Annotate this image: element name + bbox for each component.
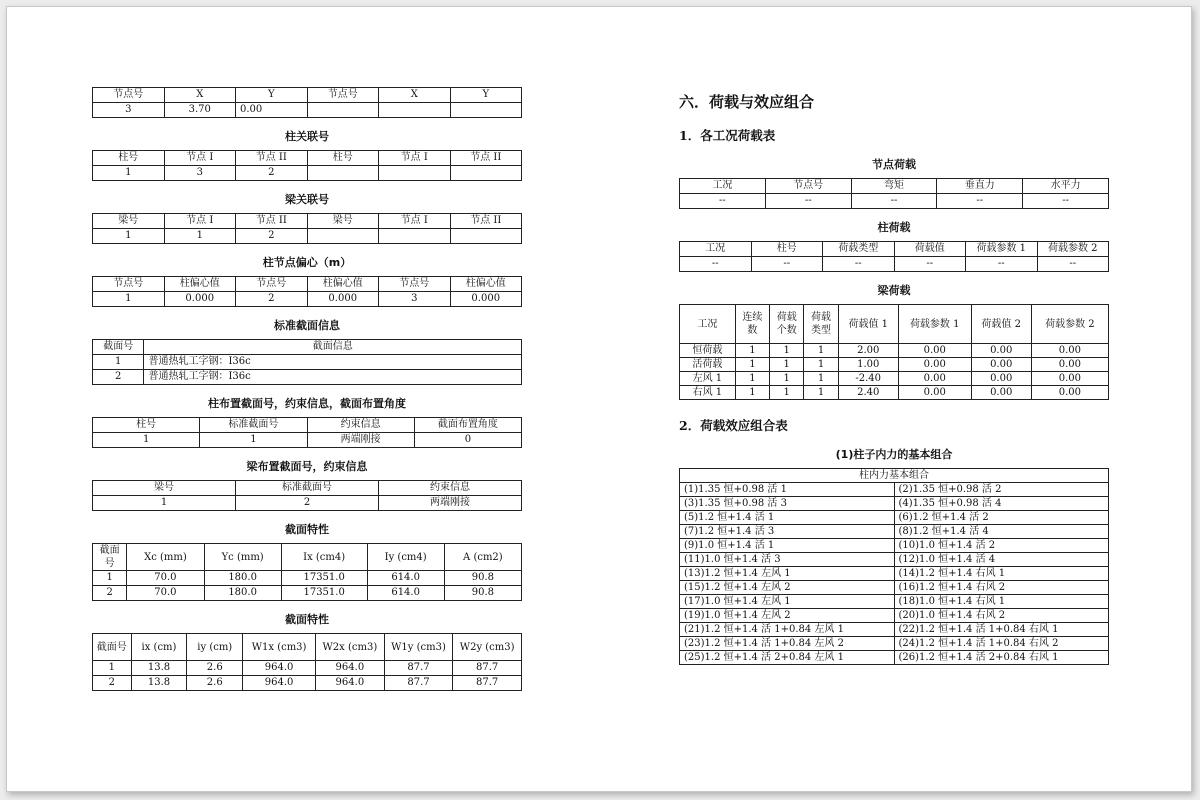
- table-row: [680, 539, 1109, 553]
- table-cell: [379, 229, 451, 244]
- table-cell: 0.00: [898, 386, 971, 400]
- header-cell: 荷载参数 2: [1037, 242, 1109, 257]
- table-cell: 90.8: [444, 586, 521, 601]
- table-cell: (14)1.2 恒+1.4 右风 1: [894, 567, 1109, 581]
- table-cell: 0.00: [236, 103, 308, 118]
- table-cell: 1: [93, 661, 132, 676]
- table-header-row: [93, 340, 522, 355]
- table-cell: 70.0: [127, 586, 204, 601]
- table-cell: 964.0: [243, 661, 316, 676]
- header-cell: Yc (mm): [204, 544, 281, 571]
- table-cell: (12)1.0 恒+1.4 活 4: [894, 553, 1109, 567]
- table-row: [93, 229, 522, 244]
- beam-layout-table: [92, 480, 522, 511]
- table-row: [93, 661, 522, 676]
- table-cell: (7)1.2 恒+1.4 活 3: [680, 525, 895, 539]
- subsection-heading: 1．各工况荷载表: [679, 128, 776, 143]
- table-cell: 2: [93, 676, 132, 691]
- table-cell: 70.0: [127, 571, 204, 586]
- section-properties-table-1: [92, 543, 522, 601]
- table-cell: 0.00: [971, 344, 1031, 358]
- table-caption: 柱布置截面号，约束信息，截面布置角度: [208, 397, 406, 410]
- table-cell: 2: [236, 166, 308, 181]
- header-cell: 节点 II: [236, 151, 308, 166]
- header-cell: W2y (cm3): [453, 634, 522, 661]
- table-caption: 梁荷载: [877, 284, 911, 297]
- table-caption: 梁关联号: [285, 193, 329, 206]
- header-cell: 标准截面号: [236, 481, 379, 496]
- header-cell: 节点号: [93, 277, 165, 292]
- table-cell: 3.70: [164, 103, 236, 118]
- standard-section-table: [92, 339, 522, 385]
- table-cell: --: [680, 257, 752, 272]
- table-cell: 1: [770, 386, 804, 400]
- table-header-row: [680, 242, 1109, 257]
- header-cell: 截面号: [93, 544, 127, 571]
- table-cell: 1: [804, 372, 838, 386]
- table-cell: (18)1.0 恒+1.4 右风 1: [894, 595, 1109, 609]
- table-row: [680, 581, 1109, 595]
- table-cell: (22)1.2 恒+1.4 活 1+0.84 右风 1: [894, 623, 1109, 637]
- header-cell: A (cm2): [444, 544, 521, 571]
- header-cell: 节点号: [379, 277, 451, 292]
- table-cell: --: [966, 257, 1038, 272]
- load-combination-table: [679, 468, 1109, 665]
- header-cell: 节点号: [93, 88, 165, 103]
- header-cell: 垂直力: [937, 179, 1023, 194]
- table-cell: 1: [93, 166, 165, 181]
- table-cell: [379, 103, 451, 118]
- header-cell: 荷载类型: [823, 242, 895, 257]
- table-cell: 0.00: [898, 372, 971, 386]
- table-cell: (16)1.2 恒+1.4 右风 2: [894, 581, 1109, 595]
- header-cell: 约束信息: [379, 481, 522, 496]
- table-cell: 2.6: [187, 661, 243, 676]
- table-cell: (23)1.2 恒+1.4 活 1+0.84 左风 2: [680, 637, 895, 651]
- table-cell: (1)1.35 恒+0.98 活 1: [680, 483, 895, 497]
- header-cell: ix (cm): [131, 634, 187, 661]
- table-cell: 1: [93, 496, 236, 511]
- table-cell: 0.00: [1031, 372, 1108, 386]
- header-cell: W2x (cm3): [316, 634, 385, 661]
- table-header-row: [93, 418, 522, 433]
- table-row: [680, 344, 1109, 358]
- right-column: [679, 87, 1109, 665]
- table-cell: 2: [236, 292, 308, 307]
- table-cell: 两端刚接: [307, 433, 414, 448]
- header-cell: 荷载值 1: [838, 305, 898, 344]
- table-cell: (6)1.2 恒+1.4 活 2: [894, 511, 1109, 525]
- header-cell: 荷载参数 1: [966, 242, 1038, 257]
- table-row: [93, 676, 522, 691]
- table-header-row: [93, 544, 522, 571]
- table-cell: 1.00: [838, 358, 898, 372]
- header-cell: X: [379, 88, 451, 103]
- table-row: [680, 372, 1109, 386]
- header-cell: 水平力: [1023, 179, 1109, 194]
- header-cell: 柱偏心值: [450, 277, 522, 292]
- table-row: [680, 609, 1109, 623]
- table-cell: 0.00: [898, 344, 971, 358]
- table-row: [680, 595, 1109, 609]
- header-cell: Ix (cm4): [281, 544, 367, 571]
- table-cell: 1: [93, 571, 127, 586]
- table-cell: [307, 166, 379, 181]
- table-caption: 柱荷载: [877, 221, 911, 234]
- table-cell: [379, 166, 451, 181]
- table-cell: 0.00: [971, 358, 1031, 372]
- table-cell: (17)1.0 恒+1.4 左风 1: [680, 595, 895, 609]
- table-cell: 0.00: [1031, 344, 1108, 358]
- table-cell: 614.0: [367, 571, 444, 586]
- table-cell: 左风 1: [680, 372, 736, 386]
- table-cell: --: [851, 194, 937, 209]
- table-cell: --: [894, 257, 966, 272]
- table-row: [93, 571, 522, 586]
- table-row: [93, 586, 522, 601]
- table-cell: 2: [236, 229, 308, 244]
- header-cell: 梁号: [93, 214, 165, 229]
- table-cell: 180.0: [204, 586, 281, 601]
- table-cell: [307, 229, 379, 244]
- table-cell: --: [1023, 194, 1109, 209]
- table-cell: 1: [735, 386, 769, 400]
- table-cell: (25)1.2 恒+1.4 活 2+0.84 左风 1: [680, 651, 895, 665]
- column-connection-table: [92, 150, 522, 181]
- table-caption: 截面特性: [285, 613, 329, 626]
- table-caption: 截面特性: [285, 523, 329, 536]
- table-header-row: [680, 469, 1109, 483]
- table-cell: 普通热轧工字钢：I36c: [144, 370, 522, 385]
- table-header-row: [93, 214, 522, 229]
- table-row: [93, 355, 522, 370]
- header-cell: 截面布置角度: [414, 418, 521, 433]
- table-cell: 2.00: [838, 344, 898, 358]
- table-cell: 1: [93, 355, 144, 370]
- header-cell: 弯矩: [851, 179, 937, 194]
- table-header-row: [93, 277, 522, 292]
- table-cell: [450, 103, 522, 118]
- table-cell: 87.7: [453, 661, 522, 676]
- table-cell: 3: [93, 103, 165, 118]
- table-cell: 1: [93, 292, 165, 307]
- table-cell: 1: [735, 344, 769, 358]
- table-cell: (2)1.35 恒+0.98 活 2: [894, 483, 1109, 497]
- left-column: [92, 87, 522, 691]
- table-cell: --: [937, 194, 1023, 209]
- table-row: [680, 497, 1109, 511]
- table-caption: 梁布置截面号，约束信息: [246, 460, 368, 473]
- table-row: [680, 511, 1109, 525]
- table-cell: --: [823, 257, 895, 272]
- header-cell: X: [164, 88, 236, 103]
- table-cell: --: [1037, 257, 1109, 272]
- table-cell: 13.8: [131, 676, 187, 691]
- table-cell: 0.00: [971, 386, 1031, 400]
- header-cell: 柱偏心值: [164, 277, 236, 292]
- table-cell: 2: [236, 496, 379, 511]
- table-cell: 964.0: [316, 676, 385, 691]
- header-cell: 连续数: [735, 305, 769, 344]
- table-row: [93, 433, 522, 448]
- table-row: [93, 496, 522, 511]
- header-cell: Y: [236, 88, 308, 103]
- table-cell: 普通热轧工字钢：I36c: [144, 355, 522, 370]
- header-cell: 柱号: [751, 242, 823, 257]
- table-cell: 1: [770, 358, 804, 372]
- header-cell: 节点 II: [236, 214, 308, 229]
- table-cell: 13.8: [131, 661, 187, 676]
- table-row: [93, 292, 522, 307]
- table-cell: 964.0: [316, 661, 385, 676]
- table-cell: 1: [770, 344, 804, 358]
- table-cell: 0.00: [898, 358, 971, 372]
- table-caption: (1)柱子内力的基本组合: [835, 448, 953, 461]
- table-cell: 2.6: [187, 676, 243, 691]
- table-cell: (10)1.0 恒+1.4 活 2: [894, 539, 1109, 553]
- table-cell: 1: [93, 433, 200, 448]
- header-cell: 柱号: [307, 151, 379, 166]
- table-cell: 1: [200, 433, 307, 448]
- header-cell: 节点 I: [164, 151, 236, 166]
- table-cell: 2: [93, 586, 127, 601]
- beam-load-table: [679, 304, 1109, 400]
- header-cell: 节点号: [307, 88, 379, 103]
- header-cell: iy (cm): [187, 634, 243, 661]
- table-cell: 1: [735, 358, 769, 372]
- header-cell: 截面号: [93, 634, 132, 661]
- table-cell: (9)1.0 恒+1.4 活 1: [680, 539, 895, 553]
- document-page: [6, 6, 1192, 792]
- table-cell: 1: [770, 372, 804, 386]
- header-cell: 标准截面号: [200, 418, 307, 433]
- subsection-heading: 2．荷载效应组合表: [679, 418, 788, 433]
- header-cell: 截面号: [93, 340, 144, 355]
- table-cell: 17351.0: [281, 571, 367, 586]
- table-header-row: [93, 481, 522, 496]
- header-cell: 荷载值: [894, 242, 966, 257]
- table-header-row: [680, 305, 1109, 344]
- table-cell: 0.00: [1031, 386, 1108, 400]
- header-cell: W1y (cm3): [384, 634, 453, 661]
- table-row: [680, 194, 1109, 209]
- table-cell: 2.40: [838, 386, 898, 400]
- table-row: [680, 553, 1109, 567]
- table-cell: 17351.0: [281, 586, 367, 601]
- header-cell: 节点号: [765, 179, 851, 194]
- table-cell: 右风 1: [680, 386, 736, 400]
- table-cell: 90.8: [444, 571, 521, 586]
- header-cell: 柱内力基本组合: [680, 469, 1109, 483]
- header-cell: 节点 I: [379, 151, 451, 166]
- table-cell: 1: [804, 344, 838, 358]
- beam-connection-table: [92, 213, 522, 244]
- table-cell: 0.000: [450, 292, 522, 307]
- table-cell: 1: [804, 386, 838, 400]
- table-cell: 180.0: [204, 571, 281, 586]
- table-cell: 3: [164, 166, 236, 181]
- header-cell: 柱号: [93, 151, 165, 166]
- table-row: [93, 370, 522, 385]
- table-cell: 1: [735, 372, 769, 386]
- header-cell: 荷载类型: [804, 305, 838, 344]
- header-cell: 柱号: [93, 418, 200, 433]
- table-cell: 0.000: [164, 292, 236, 307]
- table-cell: --: [765, 194, 851, 209]
- header-cell: Iy (cm4): [367, 544, 444, 571]
- table-cell: 恒荷载: [680, 344, 736, 358]
- header-cell: 荷载参数 1: [898, 305, 971, 344]
- table-cell: --: [751, 257, 823, 272]
- table-row: [680, 358, 1109, 372]
- table-cell: [450, 166, 522, 181]
- header-cell: 工况: [680, 242, 752, 257]
- table-cell: 1: [804, 358, 838, 372]
- table-cell: --: [680, 194, 766, 209]
- header-cell: 工况: [680, 305, 736, 344]
- header-cell: 工况: [680, 179, 766, 194]
- section-properties-table-2: [92, 633, 522, 691]
- table-cell: (4)1.35 恒+0.98 活 4: [894, 497, 1109, 511]
- column-load-table: [679, 241, 1109, 272]
- header-cell: Y: [450, 88, 522, 103]
- header-cell: 节点 II: [450, 214, 522, 229]
- table-cell: [307, 103, 379, 118]
- table-row: [680, 386, 1109, 400]
- header-cell: 梁号: [307, 214, 379, 229]
- table-cell: 87.7: [453, 676, 522, 691]
- header-cell: 荷载个数: [770, 305, 804, 344]
- table-cell: 87.7: [384, 676, 453, 691]
- header-cell: 柱偏心值: [307, 277, 379, 292]
- table-cell: 3: [379, 292, 451, 307]
- table-row: [680, 567, 1109, 581]
- table-cell: 0.00: [1031, 358, 1108, 372]
- table-cell: (11)1.0 恒+1.4 活 3: [680, 553, 895, 567]
- table-cell: 2: [93, 370, 144, 385]
- header-cell: 节点 II: [450, 151, 522, 166]
- node-coordinates-table: [92, 87, 522, 118]
- table-cell: 活荷载: [680, 358, 736, 372]
- table-cell: (5)1.2 恒+1.4 活 1: [680, 511, 895, 525]
- header-cell: 荷载参数 2: [1031, 305, 1108, 344]
- column-layout-table: [92, 417, 522, 448]
- table-header-row: [93, 88, 522, 103]
- table-cell: 0.000: [307, 292, 379, 307]
- header-cell: 节点号: [236, 277, 308, 292]
- table-cell: (24)1.2 恒+1.4 活 1+0.84 右风 2: [894, 637, 1109, 651]
- table-cell: 0: [414, 433, 521, 448]
- table-caption: 柱关联号: [285, 130, 329, 143]
- table-row: [680, 623, 1109, 637]
- table-caption: 标准截面信息: [274, 319, 340, 332]
- header-cell: 梁号: [93, 481, 236, 496]
- table-cell: 87.7: [384, 661, 453, 676]
- header-cell: Xc (mm): [127, 544, 204, 571]
- header-cell: 节点 I: [379, 214, 451, 229]
- table-caption: 柱节点偏心（m）: [262, 256, 352, 269]
- table-cell: 1: [164, 229, 236, 244]
- table-header-row: [680, 179, 1109, 194]
- table-cell: [450, 229, 522, 244]
- table-cell: (3)1.35 恒+0.98 活 3: [680, 497, 895, 511]
- node-load-table: [679, 178, 1109, 209]
- header-cell: 节点 I: [164, 214, 236, 229]
- table-header-row: [93, 634, 522, 661]
- table-cell: (26)1.2 恒+1.4 活 2+0.84 右风 1: [894, 651, 1109, 665]
- table-cell: (20)1.0 恒+1.4 右风 2: [894, 609, 1109, 623]
- table-row: [680, 525, 1109, 539]
- section-heading: 六．荷载与效应组合: [679, 93, 815, 111]
- header-cell: 约束信息: [307, 418, 414, 433]
- table-row: [680, 257, 1109, 272]
- table-cell: -2.40: [838, 372, 898, 386]
- table-row: [680, 651, 1109, 665]
- table-cell: 两端刚接: [379, 496, 522, 511]
- header-cell: 荷载值 2: [971, 305, 1031, 344]
- table-cell: 1: [93, 229, 165, 244]
- header-cell: W1x (cm3): [243, 634, 316, 661]
- table-row: [680, 637, 1109, 651]
- table-cell: (8)1.2 恒+1.4 活 4: [894, 525, 1109, 539]
- table-cell: 964.0: [243, 676, 316, 691]
- table-cell: (15)1.2 恒+1.4 左风 2: [680, 581, 895, 595]
- header-cell: 截面信息: [144, 340, 522, 355]
- table-header-row: [93, 151, 522, 166]
- table-cell: (21)1.2 恒+1.4 活 1+0.84 左风 1: [680, 623, 895, 637]
- node-eccentricity-table: [92, 276, 522, 307]
- table-cell: (19)1.0 恒+1.4 左风 2: [680, 609, 895, 623]
- table-cell: 0.00: [971, 372, 1031, 386]
- table-row: [93, 166, 522, 181]
- table-row: [680, 483, 1109, 497]
- table-cell: 614.0: [367, 586, 444, 601]
- table-row: [93, 103, 522, 118]
- table-caption: 节点荷载: [872, 158, 916, 171]
- table-cell: (13)1.2 恒+1.4 左风 1: [680, 567, 895, 581]
